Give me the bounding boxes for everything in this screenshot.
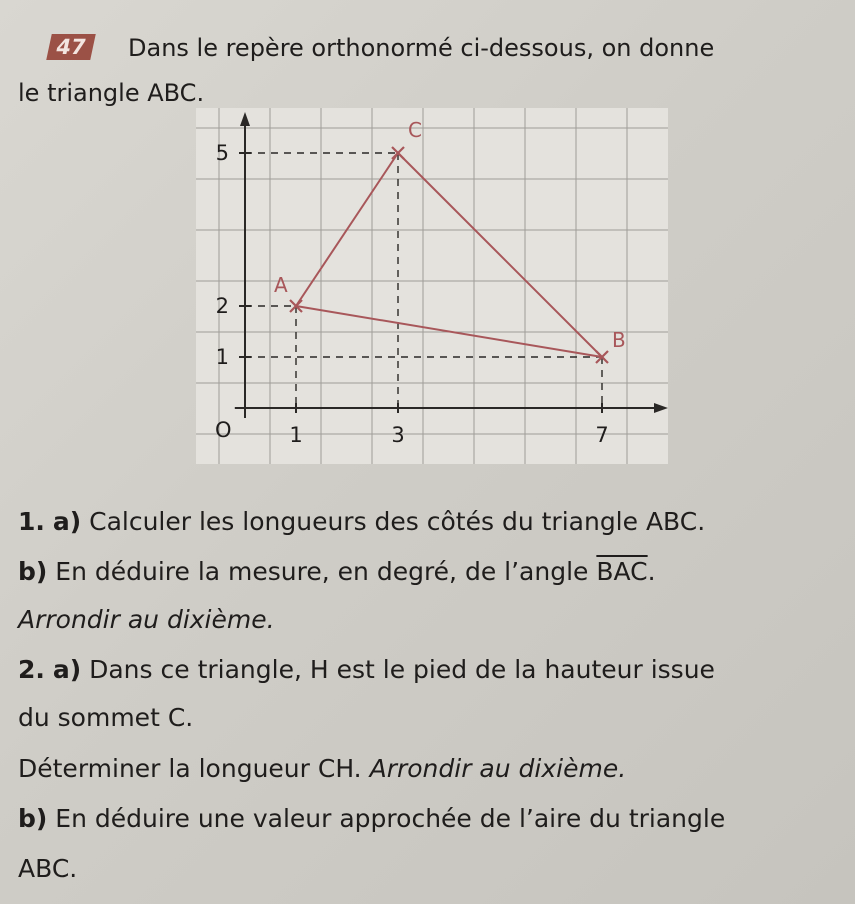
q1a-letter: a) bbox=[52, 507, 82, 536]
origin-label: O bbox=[215, 418, 232, 442]
q1b-round: Arrondir au dixième. bbox=[18, 605, 275, 634]
q2b-text2: ABC. bbox=[18, 854, 78, 883]
q2b-letter: b) bbox=[18, 804, 48, 833]
grid-lines bbox=[196, 108, 668, 464]
question-2b bbox=[18, 802, 843, 836]
axes bbox=[235, 112, 668, 418]
exercise-statement bbox=[18, 26, 818, 116]
y-axis-arrow bbox=[240, 112, 250, 126]
q1b-letter: b) bbox=[18, 557, 48, 586]
point-label-C: C bbox=[408, 118, 422, 142]
q2b-text: En déduire une valeur approchée de l’aire du triangle bbox=[55, 804, 726, 833]
point-label-A: A bbox=[274, 273, 288, 297]
exercise-number: 47 bbox=[53, 35, 89, 59]
question-2a bbox=[18, 653, 843, 687]
question-1b bbox=[18, 555, 843, 589]
question-2a-line3 bbox=[18, 752, 843, 786]
x-axis-arrow bbox=[654, 403, 668, 413]
statement-line-2: le triangle ABC. bbox=[18, 79, 205, 107]
coordinate-figure bbox=[196, 108, 668, 464]
q2-number: 2. bbox=[18, 655, 45, 684]
question-1a bbox=[18, 505, 843, 539]
statement-line-1: Dans le repère orthonormé ci-dessous, on donne bbox=[128, 34, 715, 62]
q2a-text: Dans ce triangle, H est le pied de la hauteur issue bbox=[89, 655, 715, 684]
x-tick-label: 3 bbox=[391, 423, 405, 447]
point-label-B: B bbox=[612, 328, 626, 352]
coordinate-grid-svg bbox=[196, 108, 668, 464]
q1-number: 1. bbox=[18, 507, 45, 536]
question-2a-line2 bbox=[18, 701, 843, 735]
x-tick-label: 1 bbox=[289, 423, 303, 447]
q2a-text2: du sommet C. bbox=[18, 703, 194, 732]
q2a-text3: Déterminer la longueur CH. bbox=[18, 754, 362, 783]
y-tick-label: 1 bbox=[215, 345, 229, 369]
question-1b-rounding bbox=[18, 603, 843, 637]
y-tick-label: 5 bbox=[215, 141, 229, 165]
q1a-text: Calculer les longueurs des côtés du triangle ABC. bbox=[89, 507, 706, 536]
y-tick-label: 2 bbox=[215, 294, 229, 318]
q1b-text: En déduire la mesure, en degré, de l’angle bbox=[55, 557, 589, 586]
angle-bac: $\overline{BAC}$ bbox=[596, 557, 648, 586]
x-tick-label: 7 bbox=[595, 423, 609, 447]
q2a-round: Arrondir au dixième. bbox=[369, 754, 627, 783]
q2a-letter: a) bbox=[52, 655, 82, 684]
triangle-sides bbox=[296, 153, 602, 357]
q1b-end: . bbox=[647, 557, 656, 586]
figure-labels bbox=[215, 118, 626, 447]
question-2b-line2 bbox=[18, 852, 843, 886]
